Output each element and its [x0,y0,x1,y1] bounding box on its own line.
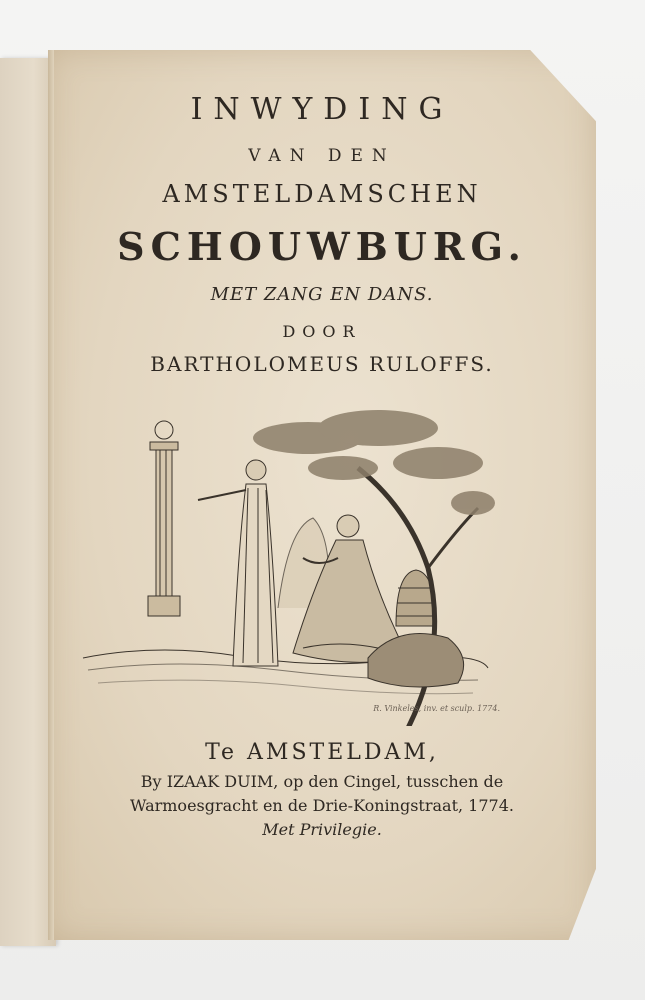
door-label: DOOR [282,322,362,341]
book-title: INWYDING [190,92,454,127]
subtitle: MET ZANG EN DANS. [210,284,434,305]
engraving-credit: R. Vinkeles, inv. et sculp. 1774. [373,704,500,713]
imprint-address: Warmoesgracht en de Drie-Koningstraat, 1774. [130,796,514,815]
publisher-name: IZAAK DUIM [166,772,274,791]
imprint-privilege: Met Privilegie. [262,820,382,839]
publisher-prefix: By [140,772,162,791]
imprint-publisher [48,772,596,791]
title-line-schouwburg: SCHOUWBURG. [117,224,527,269]
author-name: BARTHOLOMEUS RULOFFS. [150,352,494,376]
title-line-amsteldamschen: AMSTELDAMSCHEN [162,180,482,208]
engraving-vignette [78,408,498,726]
publisher-location: , op den Cingel, tusschen de [273,772,504,791]
title-line-van-den: VAN DEN [248,146,396,166]
imprint-city: Te AMSTELDAM, [205,740,439,765]
